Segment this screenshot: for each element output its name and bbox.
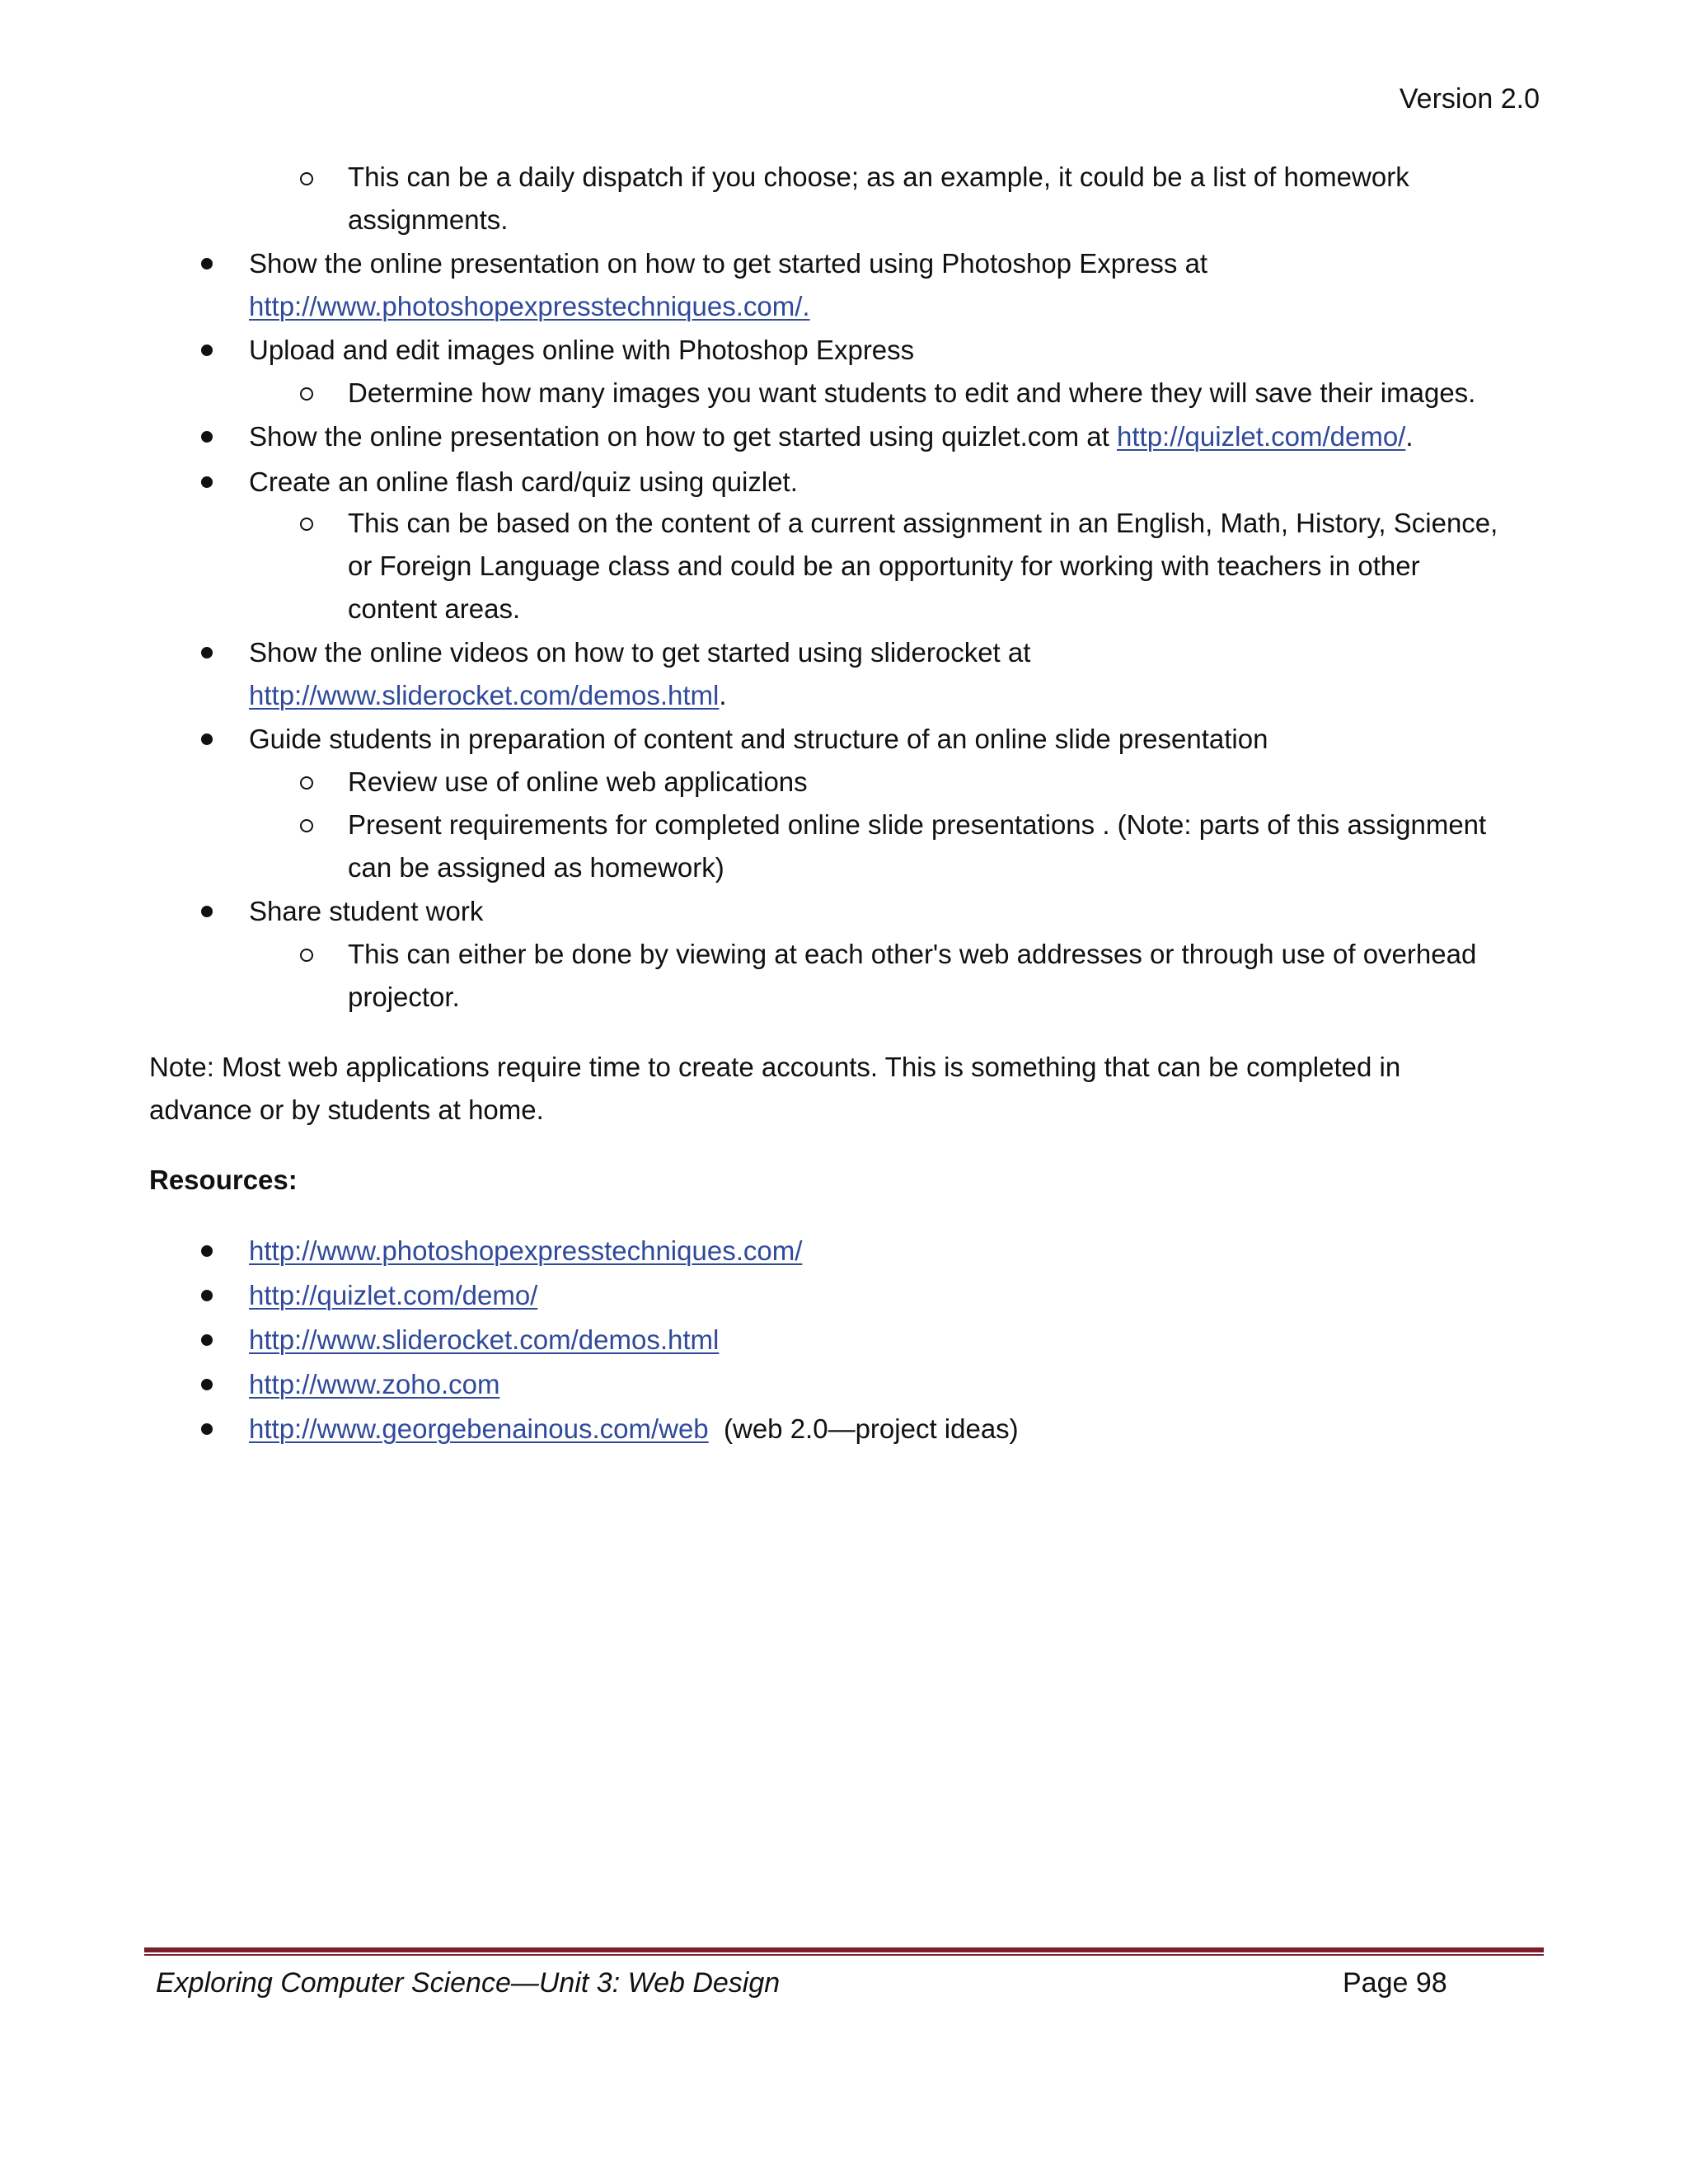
list-item-link-line (249, 287, 810, 326)
resource-link-zoho[interactable]: http://www.zoho.com (249, 1369, 500, 1399)
bullet-marker (201, 647, 213, 658)
list-item-text: Share student work (249, 896, 484, 926)
bullet-marker (201, 1334, 213, 1346)
link-trailing-punct: . (1405, 421, 1414, 452)
resource-link-quizlet[interactable]: http://quizlet.com/demo/ (249, 1280, 538, 1310)
footer-divider (144, 1947, 1544, 1952)
resources-heading: Resources: (149, 1165, 298, 1195)
list-item-link-line (249, 676, 727, 715)
resource-item (249, 1365, 499, 1404)
list-item-text: projector. (348, 982, 460, 1012)
resource-item (249, 1276, 537, 1315)
sub-bullet-marker (300, 387, 313, 401)
bullet-marker (201, 258, 213, 269)
list-item-text: Show the online presentation on how to get started using quizlet.com at (249, 421, 1117, 452)
list-item-text: Upload and edit images online with Photoshop Express (249, 335, 915, 365)
list-item-text: Show the online presentation on how to get started using Photoshop Express at (249, 248, 1208, 279)
resource-item (249, 1409, 1019, 1449)
resource-item (249, 1231, 802, 1271)
link-trailing-punct: . (802, 291, 810, 321)
list-item-text: Create an online flash card/quiz using quizlet. (249, 466, 798, 497)
sub-bullet-marker (300, 172, 313, 185)
bullet-marker (201, 476, 213, 488)
sub-bullet-marker (300, 949, 313, 962)
resource-link-sliderocket[interactable]: http://www.sliderocket.com/demos.html (249, 1324, 720, 1355)
bullet-marker (201, 1423, 213, 1435)
version-label: Version 2.0 (1399, 83, 1540, 115)
quizlet-demo-link[interactable]: http://quizlet.com/demo/ (1117, 421, 1406, 452)
list-item-text: can be assigned as homework) (348, 852, 724, 883)
resource-link-photoshop[interactable]: http://www.photoshopexpresstechniques.com/ (249, 1235, 803, 1266)
sliderocket-demos-link[interactable]: http://www.sliderocket.com/demos.html (249, 680, 720, 710)
list-item-text: This can either be done by viewing at each other's web addresses or through use of overhead (348, 939, 1477, 969)
note-paragraph-line: Note: Most web applications require time to create accounts. This is something that can be completed in (149, 1052, 1401, 1082)
list-item-text: or Foreign Language class and could be an opportunity for working with teachers in other (348, 551, 1420, 581)
list-item-text: Guide students in preparation of content and structure of an online slide presentation (249, 724, 1268, 754)
bullet-marker (201, 1290, 213, 1301)
bullet-marker (201, 1379, 213, 1390)
list-item-text: Show the online videos on how to get started using sliderocket at (249, 637, 1031, 668)
footer-title: Exploring Computer Science—Unit 3: Web Design (156, 1967, 781, 1999)
list-item-text: Present requirements for completed online slide presentations . (Note: parts of this assignment (348, 809, 1487, 840)
bullet-marker (201, 344, 213, 356)
list-item-text: content areas. (348, 593, 521, 624)
link-trailing-punct: . (719, 680, 727, 710)
list-item-text: assignments. (348, 204, 509, 235)
list-item-text: Review use of online web applications (348, 766, 808, 797)
bullet-marker (201, 1245, 213, 1257)
sub-bullet-marker (300, 776, 313, 790)
sub-bullet-marker (300, 819, 313, 832)
bullet-marker (201, 733, 213, 745)
resource-link-georgebenainous[interactable]: http://www.georgebenainous.com/web (249, 1413, 709, 1444)
photoshop-express-link[interactable]: http://www.photoshopexpresstechniques.com/ (249, 291, 803, 321)
bullet-marker (201, 906, 213, 917)
footer-divider-thin (144, 1954, 1544, 1956)
list-item-text: Determine how many images you want students to edit and where they will save their images. (348, 377, 1476, 408)
list-item-text-with-link (249, 417, 1414, 457)
note-paragraph-line: advance or by students at home. (149, 1094, 544, 1125)
bullet-marker (201, 431, 213, 443)
page-number: Page 98 (1343, 1967, 1447, 1999)
resource-item (249, 1320, 719, 1360)
sub-bullet-marker (300, 518, 313, 531)
resource-note: (web 2.0—project ideas) (708, 1413, 1019, 1444)
list-item-text: This can be based on the content of a current assignment in an English, Math, History, Science, (348, 508, 1498, 538)
list-item-text: This can be a daily dispatch if you choose; as an example, it could be a list of homework (348, 162, 1409, 192)
